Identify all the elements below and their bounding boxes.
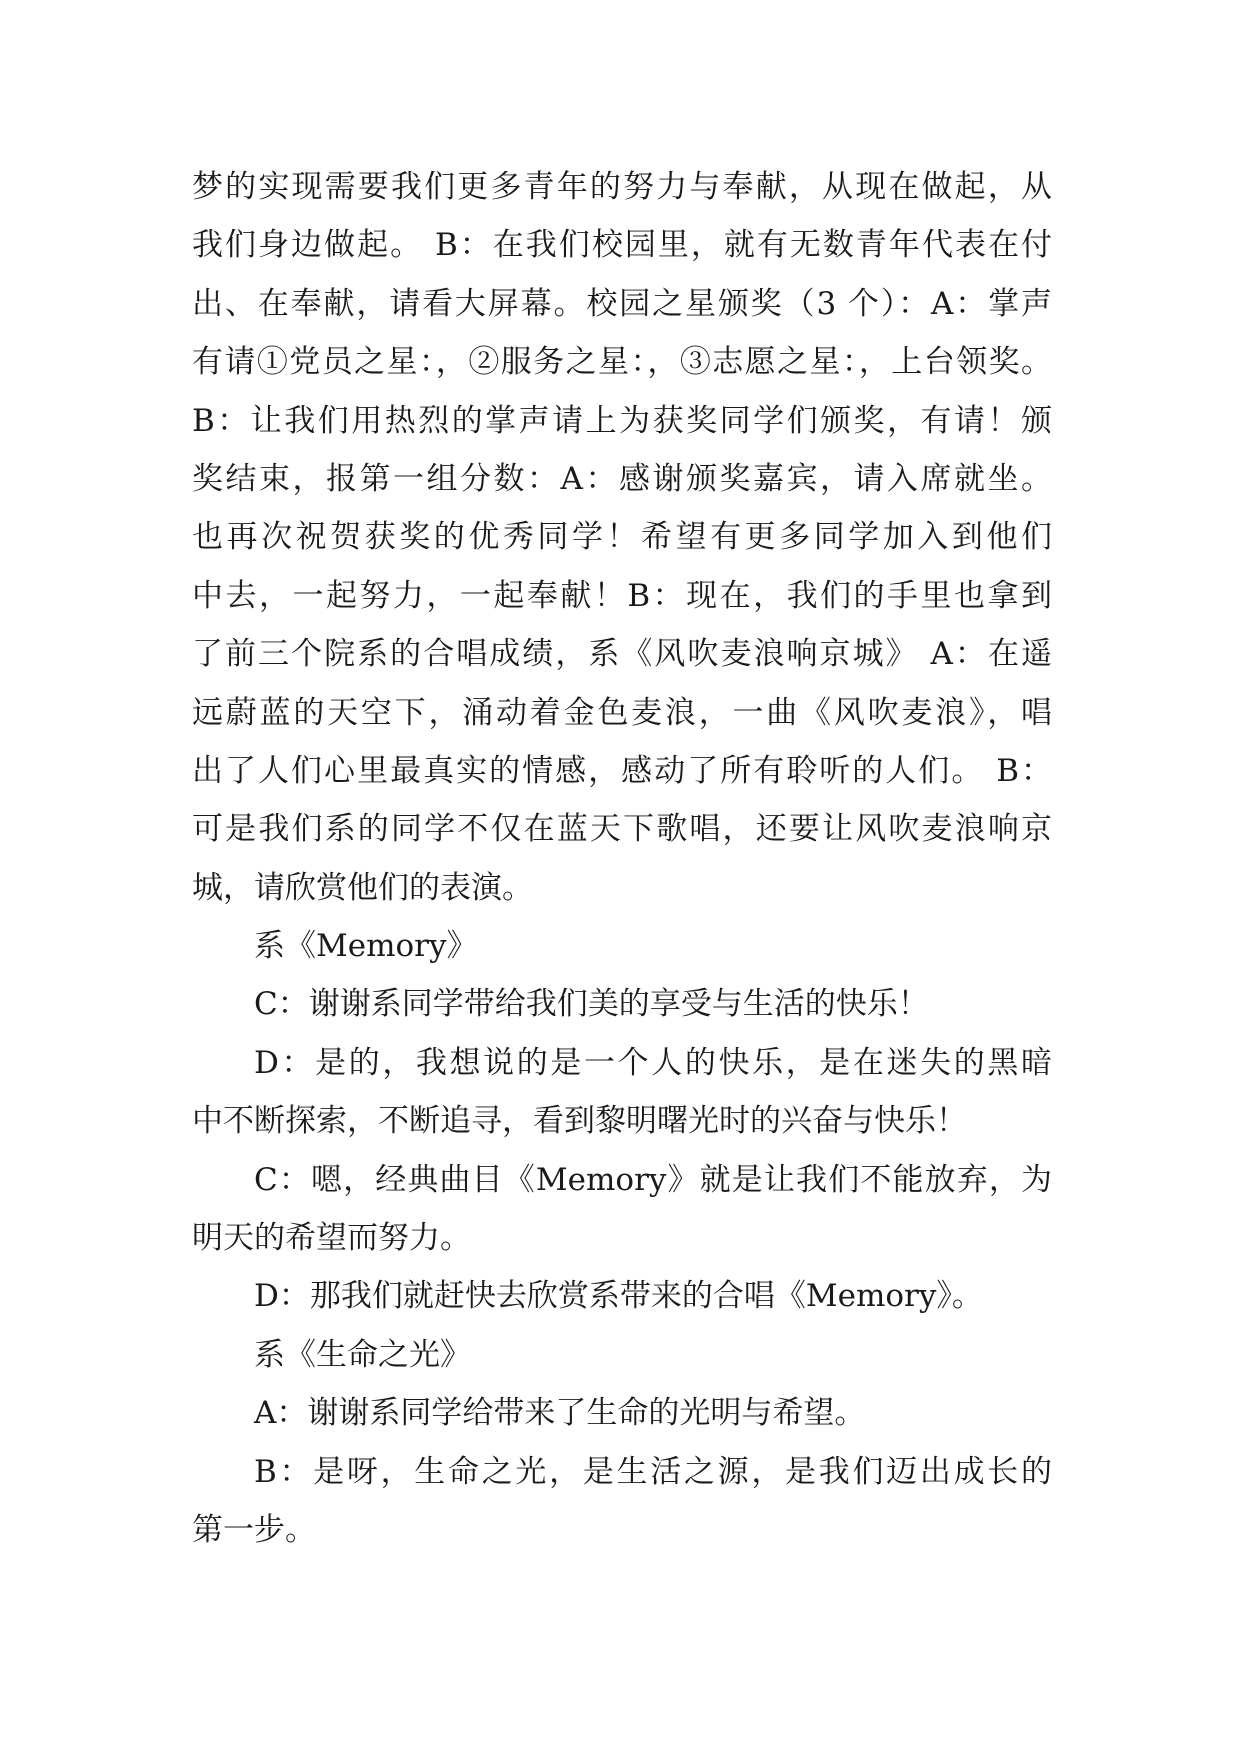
text-line: 出、在奉献，请看大屏幕。校园之星颁奖（3 个）：A：掌声 [192,285,1052,322]
document-body [192,158,1052,1559]
dialogue-line: C：嗯，经典曲目《Memory》就是让我们不能放弃，为 [254,1161,1052,1198]
dialogue-line: B：是呀，生命之光，是生活之源，是我们迈出成长的 [254,1453,1052,1490]
dialogue-line-continued: 明天的希望而努力。 [192,1220,471,1257]
text-line: 有请①党员之星：，②服务之星：，③志愿之星：，上台领奖。 [192,344,1052,381]
text-line: 我们身边做起。 B：在我们校园里，就有无数青年代表在付 [192,227,1052,264]
dialogue-line-continued: 中不断探索，不断追寻，看到黎明曙光时的兴奋与快乐！ [192,1103,967,1140]
dialogue-line-continued: 第一步。 [192,1511,316,1548]
text-line: 了前三个院系的合唱成绩，系《风吹麦浪响京城》 A：在遥 [192,636,1052,673]
text-line: 城，请欣赏他们的表演。 [192,869,533,906]
section-heading: 系《生命之光》 [254,1336,471,1373]
text-line: 可是我们系的同学不仅在蓝天下歌唱，还要让风吹麦浪响京 [192,811,1052,848]
text-line: 中去，一起努力，一起奉献！B：现在，我们的手里也拿到 [192,577,1052,614]
text-line: 奖结束，报第一组分数：A：感谢颁奖嘉宾，请入席就坐。 [192,460,1052,497]
text-line: 出了人们心里最真实的情感，感动了所有聆听的人们。 B： [192,752,1052,789]
dialogue-line: D：那我们就赶快去欣赏系带来的合唱《Memory》。 [254,1278,983,1315]
text-line: B：让我们用热烈的掌声请上为获奖同学们颁奖，有请！颁 [192,402,1052,439]
text-line: 也再次祝贺获奖的优秀同学！希望有更多同学加入到他们 [192,519,1052,556]
section-heading: 系《Memory》 [254,928,478,965]
text-line: 远蔚蓝的天空下，涌动着金色麦浪，一曲《风吹麦浪》，唱 [192,694,1052,731]
text-line: 梦的实现需要我们更多青年的努力与奉献，从现在做起，从 [192,169,1052,205]
dialogue-line: A：谢谢系同学给带来了生命的光明与希望。 [254,1395,866,1432]
dialogue-line: C：谢谢系同学带给我们美的享受与生活的快乐！ [254,986,929,1023]
dialogue-line: D：是的，我想说的是一个人的快乐，是在迷失的黑暗 [254,1044,1052,1081]
